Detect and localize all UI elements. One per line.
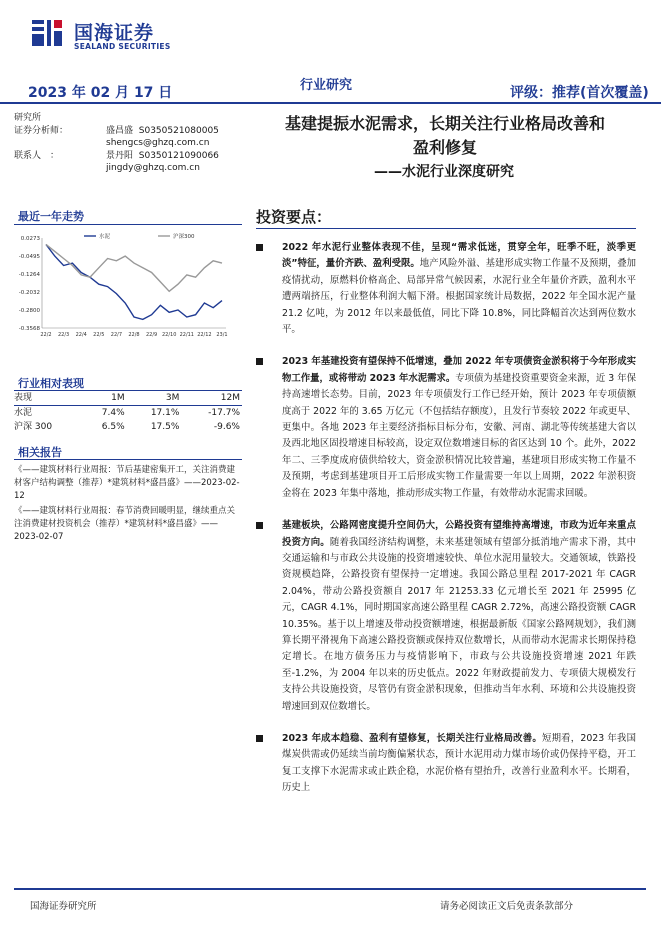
table-row	[14, 406, 242, 421]
y-tick-label: -0.2800	[18, 308, 40, 314]
key-point-body: 地产风险外溢、基建形成实物工作量不及预期，叠加疫情扰动，原燃料价格高企、局部异常气候因素，水泥行业全年量价齐跌，盈利水平遭两端挤压，行业整体利润大幅下滑。根据国家统计局数据，2022 年全国水泥产量 21.2 亿吨，为 2012 年以来最低值，同比下降 10.8%，同比降幅首次达到两位数水平。	[282, 258, 636, 336]
related-heading: 相关报告	[18, 446, 62, 459]
x-tick-label: 22/2	[40, 332, 52, 338]
key-point-lead: 2023 年成本趋稳、盈利有望修复，长期关注行业格局改善。	[282, 732, 542, 744]
key-point-body: 短期看，2023 年我国煤炭供需或仍延续当前均衡偏紧状态，预计水泥用动力煤市场价或仍保持平稳，开工复工支撑下水泥需求或止跌企稳，水泥价格有望抬升，改善行业盈利水平。长期看，历史上	[282, 732, 637, 794]
perf-col-0: 表现	[14, 391, 82, 406]
table-row	[14, 420, 242, 434]
key-point-body: 随着我国经济结构调整，未来基建领域有望部分抵消地产需求下滑，其中交通运输和与市政公共设施的投资增速较快、单位水泥用量较大。交通领域，铁路投资规模趋降，公路投资有望保持一定增速。我国公路总里程 2017-2021 年 CAGR 2.04%，带动公路投资额自 2017 年 21253.33 亿元增长至 2021 年 25995 亿元，CAGR 4.1%，同时期国家高速公路里程 CAGR 2.72%，高速公路投资额 CAGR 10.35%。基于以上增速及带动投资额增速，根据最新版《国家公路网规划》，我们测算长期平滑视角下高速公路投资额或保持双位数增长，从而带动水泥需求长期保持稳定增长。在地方债务压力与疫情影响下，市政与公共设施投资增速 2021 年跌至-1.2%，为 2004 年以来的历史低点。2022 年财政提前发力、专项债大规模发行支持公共设施投资，尽管仍有资金淤积现象，但推动当年水利、环境和公共设施投资增速回到双位数增长。	[282, 536, 636, 712]
y-tick-label: 0.0273	[20, 236, 40, 242]
key-point-lead: 基建板块，公路网密度提升空间仍大，公路投资有望维持高增速，市政为近年来重点投资方向。	[282, 520, 636, 548]
report-type: 行业研究	[300, 78, 353, 93]
report-rating: 评级：推荐(首次覆盖)	[510, 85, 649, 101]
key-points	[256, 240, 636, 813]
footer-left: 国海证券研究所	[30, 901, 97, 912]
x-tick-label: 23/1	[216, 332, 228, 338]
trend-chart	[14, 228, 234, 348]
perf-col-2: 3M	[127, 391, 182, 406]
y-tick-label: -0.2032	[18, 290, 40, 296]
legend-label: 沪深300	[173, 234, 195, 240]
perf-cell: 17.1%	[150, 408, 180, 418]
title-line-1: 基建提振水泥需求，长期关注行业格局改善和	[284, 114, 605, 133]
x-tick-label: 22/9	[145, 332, 158, 338]
analyst-email[interactable]: shengcs@ghzq.com.cn	[106, 138, 210, 148]
key-points-divider	[256, 228, 636, 229]
header-band	[0, 72, 661, 104]
bullet-square-icon	[256, 522, 263, 529]
y-tick-label: -0.3568	[18, 326, 40, 332]
title-line-2: 盈利修复	[412, 138, 477, 157]
institute: 研究所	[14, 113, 42, 123]
contact-email[interactable]: jingdy@ghzq.com.cn	[106, 163, 200, 173]
report-date: 2023 年 02 月 17 日	[28, 85, 173, 101]
report-subtitle: ——水泥行业深度研究	[374, 164, 514, 180]
perf-cell: 6.5%	[101, 422, 125, 432]
x-tick-label: 22/5	[93, 332, 105, 338]
legend-label: 水泥	[99, 234, 111, 240]
contact-name: 景丹阳 S0350121090066	[106, 150, 219, 161]
performance-table	[14, 390, 242, 434]
key-point-body: 专项债为基建投资重要资金来源，近 3 年保持高速增长态势。目前，2023 年专项债发行工作已经开始，预计 2023 年专项债额度高于 2022 年的 3.65 万亿元（不包括结存额度），且发行节奏较 2022 年或更早、更集中。各地 2023 年主要经济指标目标分布，安徽、河南、湖北等传统基建大省以及西北地区固投增速目标较高，设定双位数增速目标的省区达到 10 个。此外，2022 年二、三季度成府债供给较大，资金淤积情况比较普遍，基建项目形成实物工作量不及预期，考虑到基建项目开工后形成实物工作量需要一年以上周期，2022 年淤积资金将在 2023 年集中落地，推动形成实物工作量，有效带动水泥需求回暖。	[282, 372, 636, 499]
x-tick-label: 22/10	[161, 332, 177, 338]
brand-name-cn: 国海证券	[74, 22, 155, 44]
report-title	[250, 112, 640, 160]
perf-cell: 沪深 300	[14, 422, 53, 432]
perf-cell: -17.7%	[208, 408, 240, 418]
footer-divider	[14, 888, 646, 890]
analyst-name: 盛昌盛 S0350521080005	[106, 125, 219, 136]
x-tick-label: 22/4	[75, 332, 87, 338]
footer-disclaimer: 请务必阅读正文后免责条款部分	[440, 901, 574, 912]
key-point-1	[256, 240, 636, 338]
series-line-csi300	[46, 244, 222, 291]
bullet-square-icon	[256, 244, 263, 251]
key-point-3	[256, 518, 636, 715]
x-tick-label: 22/7	[110, 332, 123, 338]
related-divider	[14, 459, 242, 460]
sealand-logo-icon	[30, 16, 64, 50]
analyst-info	[14, 112, 254, 175]
x-tick-label: 22/8	[128, 332, 140, 338]
brand-logo	[30, 14, 180, 56]
perf-cell: -9.6%	[213, 422, 240, 432]
perf-cell: 7.4%	[101, 408, 125, 418]
list-item[interactable]: 《——建筑材料行业周报：节后基建密集开工，关注消费建材客户结构调整（推荐）*建筑材料*盛昌盛》——2023-02-12	[14, 465, 240, 501]
brand-name-en: SEALAND SECURITIES	[74, 42, 171, 51]
y-tick-label: -0.1264	[18, 272, 40, 278]
trend-chart-svg	[14, 228, 234, 348]
header-divider	[0, 102, 661, 104]
series-line-cement	[46, 244, 222, 319]
key-point-lead: 2022 年水泥行业整体表现不佳，呈现“需求低迷，贯穿全年，旺季不旺，淡季更淡”特征，量价齐跌、盈利受限。	[282, 242, 636, 270]
key-point-2	[256, 354, 636, 502]
performance-header-row	[14, 391, 242, 406]
bullet-square-icon	[256, 735, 263, 742]
related-reports	[14, 462, 242, 544]
perf-col-3: 12M	[181, 391, 242, 406]
x-tick-label: 22/12	[197, 332, 212, 338]
list-item[interactable]: 《——建筑材料行业周报：春节消费回暖明显，继续重点关注消费建材投资机会（推荐）*建筑材料*盛昌盛》——2023-02-07	[14, 506, 236, 542]
trend-divider	[14, 224, 242, 225]
y-tick-label: -0.0495	[18, 254, 40, 260]
perf-cell: 17.5%	[150, 422, 180, 432]
key-point-4	[256, 731, 636, 797]
performance-heading: 行业相对表现	[18, 377, 84, 390]
bullet-square-icon	[256, 358, 263, 365]
key-point-lead: 2023 年基建投资有望保持不低增速，叠加 2022 年专项债资金淤积将于今年形成实物工作量，或将带动 2023 年水泥需求。	[282, 356, 636, 384]
x-tick-label: 22/3	[57, 332, 70, 338]
analyst-label: 证券分析师：	[14, 125, 69, 136]
perf-col-1: 1M	[82, 391, 127, 406]
contact-label: 联系人 ：	[14, 150, 60, 161]
trend-heading: 最近一年走势	[18, 210, 84, 223]
x-tick-label: 22/11	[179, 332, 195, 338]
key-points-heading: 投资要点：	[256, 208, 332, 226]
perf-cell: 水泥	[14, 408, 33, 418]
